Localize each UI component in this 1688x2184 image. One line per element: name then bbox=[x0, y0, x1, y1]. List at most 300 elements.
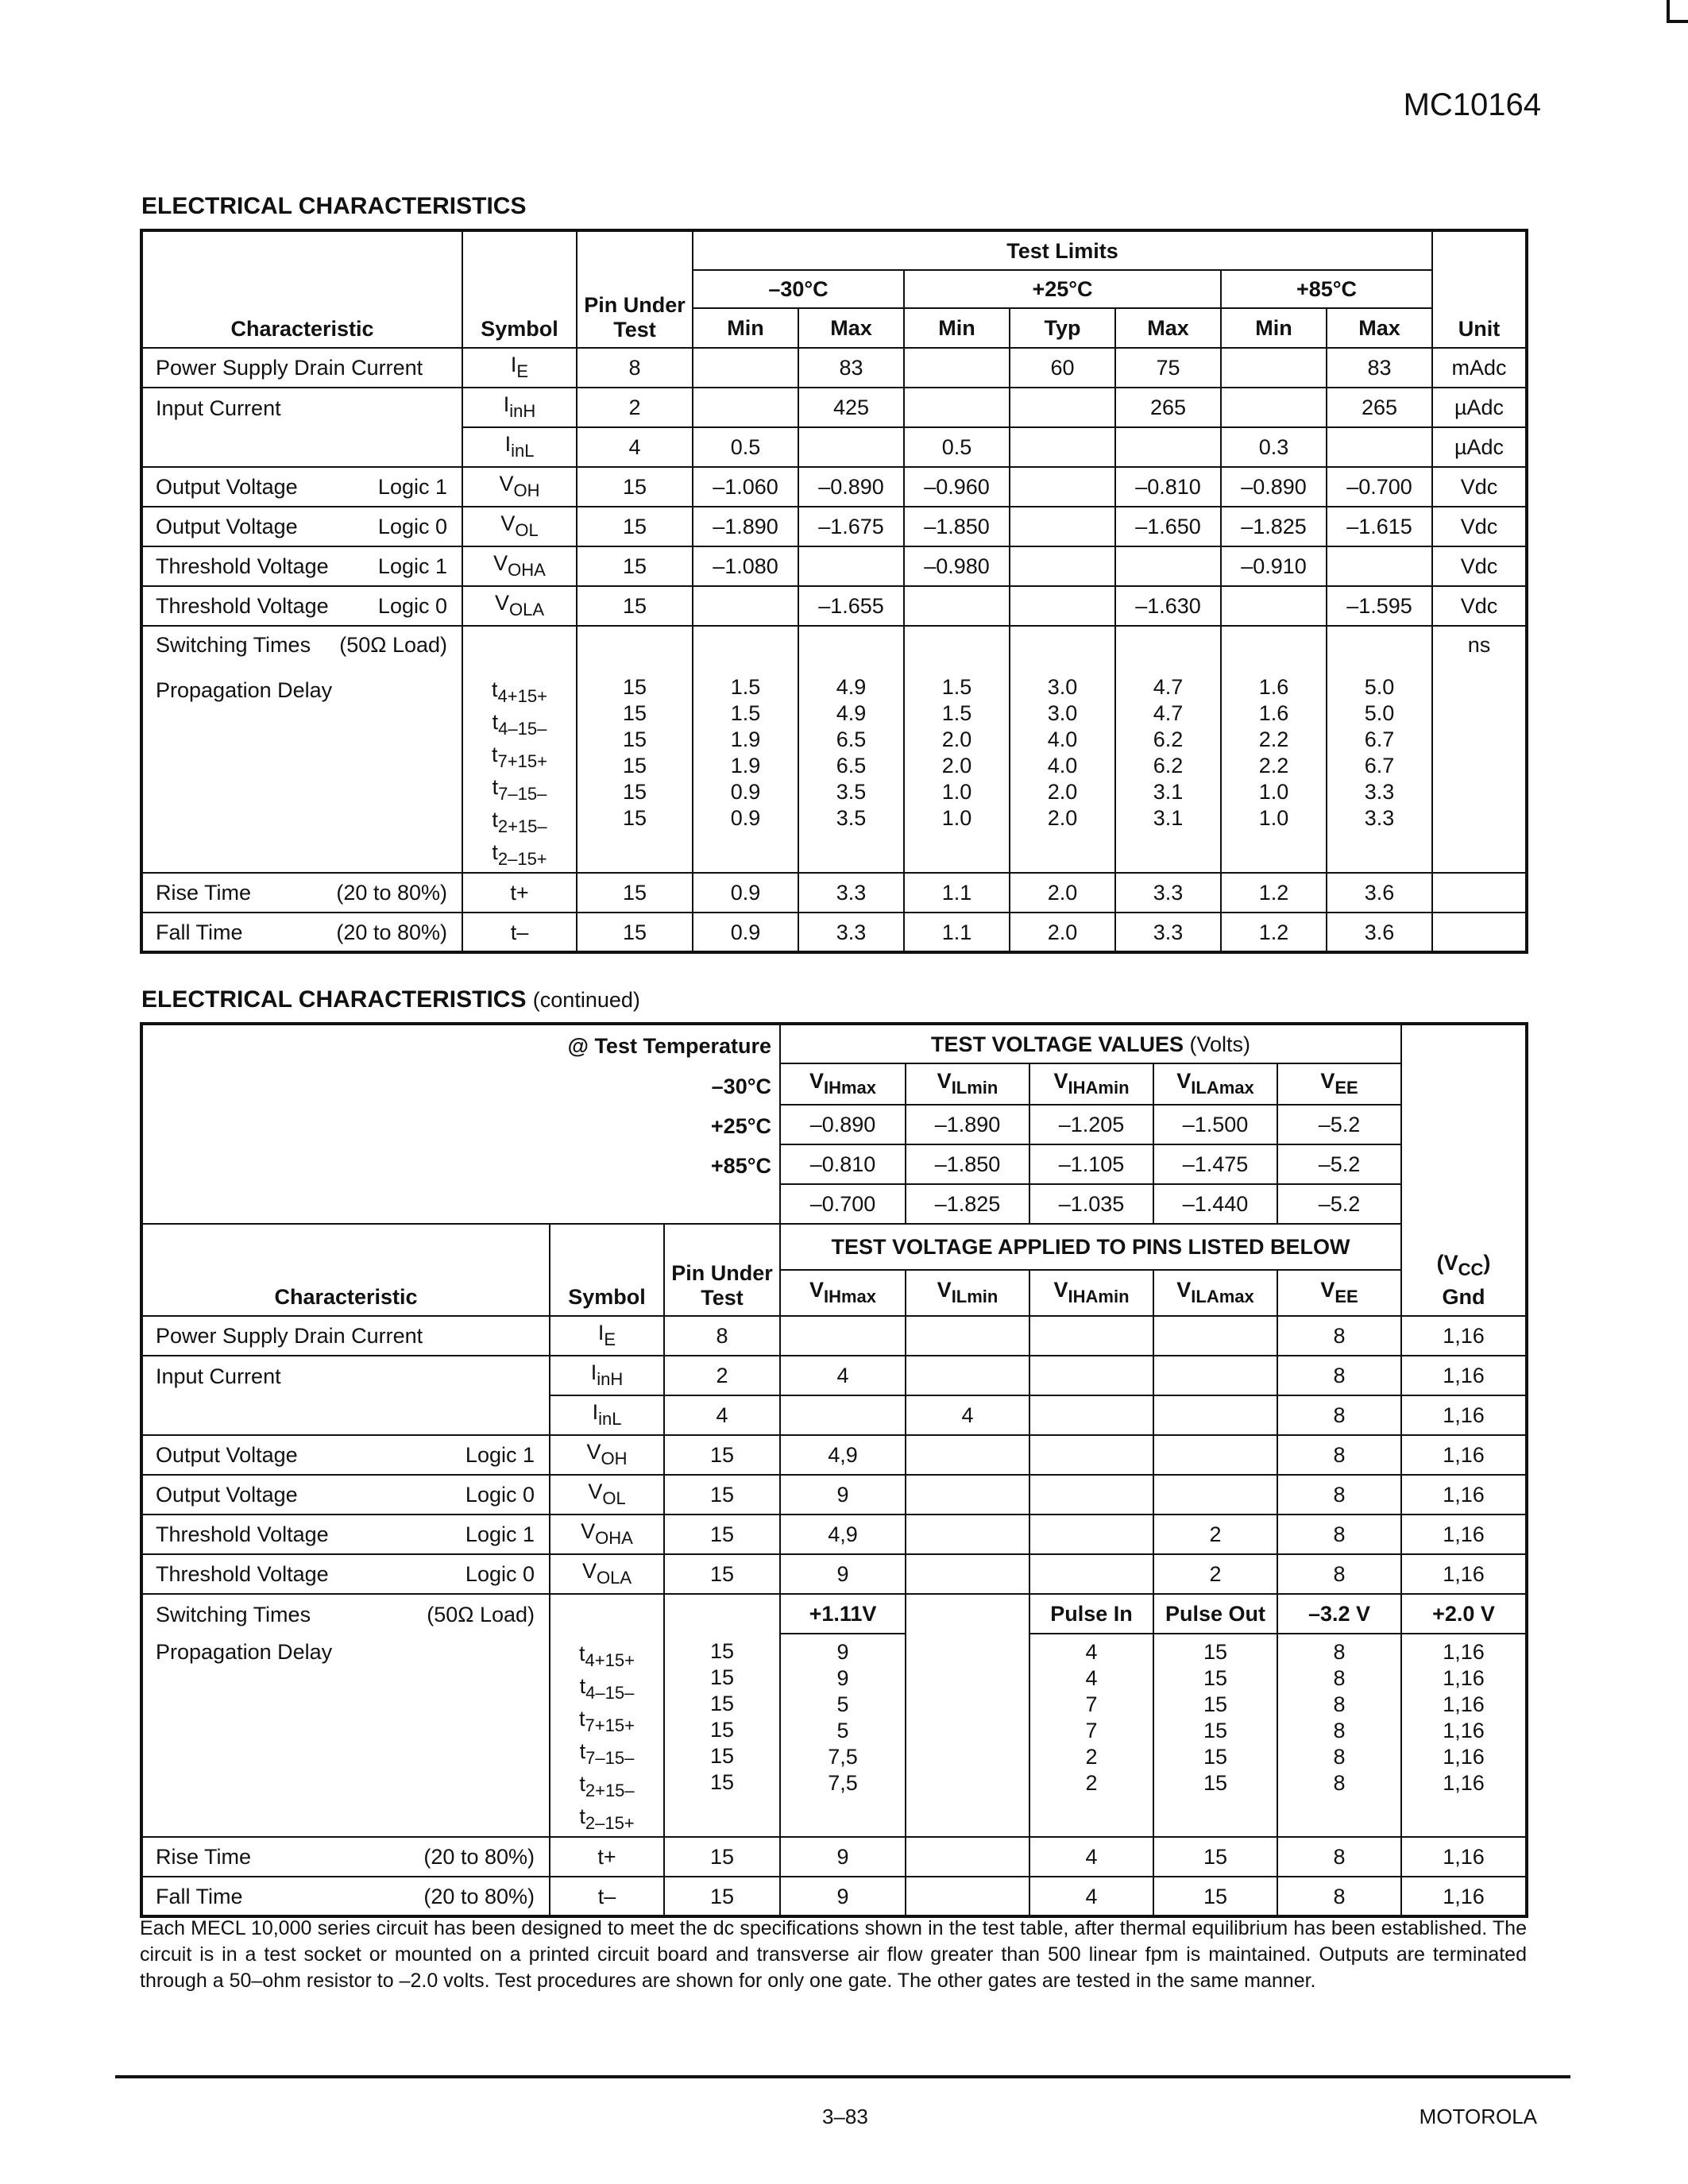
value: 2 bbox=[1085, 1771, 1098, 1795]
electrical-characteristics-table bbox=[140, 229, 1528, 954]
value-cell: –0.810 bbox=[1115, 467, 1221, 507]
pin-cell: 15 bbox=[664, 1515, 780, 1554]
switching-block bbox=[141, 626, 1527, 873]
symbol-cell: t+ bbox=[462, 873, 577, 913]
value: 8 bbox=[1333, 1640, 1346, 1664]
value-cell: –1.080 bbox=[693, 546, 798, 586]
col-test-limits: Test Limits bbox=[693, 230, 1432, 270]
value: 1.0 bbox=[941, 806, 972, 830]
symbol-text: $t_{7+15+}$ bbox=[579, 1707, 635, 1735]
characteristic-cell bbox=[141, 507, 462, 546]
value: 8 bbox=[1333, 1692, 1346, 1716]
pin-cell bbox=[664, 1594, 780, 1634]
gnd-cell: 1,16 bbox=[1401, 1316, 1527, 1356]
symbol-text: $V_{OL}$ bbox=[588, 1479, 626, 1508]
value: 3.0 bbox=[1047, 701, 1078, 725]
voltage-column-header bbox=[1029, 1063, 1153, 1105]
tvv-title: TEST VOLTAGE VALUES bbox=[930, 1032, 1184, 1056]
characteristic-cell bbox=[141, 586, 462, 626]
value-cell: 1.2 bbox=[1221, 913, 1327, 952]
characteristic-cell bbox=[141, 1554, 550, 1594]
propagation-values bbox=[1029, 1634, 1153, 1837]
table-row bbox=[141, 586, 1527, 626]
value-cell: –1.675 bbox=[798, 507, 904, 546]
value-cell: 0.9 bbox=[693, 873, 798, 913]
symbol-text: $I_{inH}$ bbox=[590, 1360, 624, 1389]
table-row bbox=[141, 1837, 1527, 1877]
propagation-values bbox=[798, 626, 904, 873]
value-cell: –1.850 bbox=[904, 507, 1010, 546]
value-cell bbox=[1327, 546, 1432, 586]
value-cell: 3.3 bbox=[798, 913, 904, 952]
unit-cell bbox=[1432, 873, 1527, 913]
pin-value: 15 bbox=[709, 1639, 735, 1663]
pin-value: 15 bbox=[709, 1665, 735, 1689]
characteristic-name: Output Voltage bbox=[156, 1483, 298, 1507]
value-cell: 0.9 bbox=[693, 913, 798, 952]
symbol-text: $t_{7+15+}$ bbox=[492, 743, 547, 771]
characteristic-cell bbox=[141, 913, 462, 952]
value-cell bbox=[906, 1356, 1029, 1395]
col-max: Max bbox=[798, 308, 904, 348]
value-cell bbox=[1029, 1515, 1153, 1554]
symbol-text: $V_{OLA}$ bbox=[581, 1558, 632, 1588]
propagation-values bbox=[904, 626, 1010, 873]
pin-value: 15 bbox=[709, 1692, 735, 1715]
value: 5.0 bbox=[1364, 675, 1395, 699]
voltage-value: –5.2 bbox=[1277, 1184, 1401, 1224]
pin-cell: 15 bbox=[577, 507, 693, 546]
characteristic-condition: (20 to 80%) bbox=[423, 1845, 535, 1869]
pin-cell: 15 bbox=[664, 1554, 780, 1594]
propagation-values bbox=[780, 1634, 906, 1837]
value: 6.5 bbox=[836, 754, 867, 778]
pin-cell: 15 bbox=[577, 873, 693, 913]
vcc-gnd-header bbox=[1401, 1024, 1527, 1316]
value-cell bbox=[1010, 388, 1115, 427]
pin-cell: 4 bbox=[577, 427, 693, 467]
value-cell bbox=[1029, 1356, 1153, 1395]
temperature-label-cell bbox=[141, 1024, 780, 1224]
footer-brand: MOTOROLA bbox=[1419, 2105, 1537, 2128]
characteristic-cell bbox=[141, 1515, 550, 1554]
symbol-cell: t– bbox=[462, 913, 577, 952]
pin-cell: 4 bbox=[664, 1395, 780, 1435]
switching-row bbox=[141, 1594, 1527, 1634]
section2-title-text: ELECTRICAL CHARACTERISTICS bbox=[141, 986, 527, 1013]
gnd-value: 1,16 bbox=[1443, 1745, 1485, 1769]
symbol-text: $I_{inL}$ bbox=[504, 431, 535, 461]
value-cell: 4,9 bbox=[780, 1435, 906, 1475]
table-row bbox=[141, 1356, 1527, 1395]
corner-mark bbox=[1667, 0, 1670, 22]
value: 2.0 bbox=[941, 754, 972, 778]
symbol-cell bbox=[550, 1356, 664, 1395]
value-cell bbox=[1029, 1316, 1153, 1356]
switching-name: Switching Times bbox=[156, 1602, 311, 1626]
value-cell bbox=[780, 1316, 906, 1356]
value-cell bbox=[1221, 348, 1327, 388]
pin-value: 15 bbox=[622, 780, 647, 804]
propagation-name: Propagation Delay bbox=[156, 678, 333, 702]
value: 4.9 bbox=[836, 675, 867, 699]
value: 1.9 bbox=[730, 754, 761, 778]
value: 8 bbox=[1333, 1771, 1346, 1795]
gnd-cell: 1,16 bbox=[1401, 1356, 1527, 1395]
gnd-cell: 1,16 bbox=[1401, 1395, 1527, 1435]
value-cell bbox=[1010, 507, 1115, 546]
value-cell: 83 bbox=[1327, 348, 1432, 388]
value-cell: 0.3 bbox=[1221, 427, 1327, 467]
gnd-value: 1,16 bbox=[1443, 1640, 1485, 1664]
characteristic-condition: Logic 0 bbox=[377, 515, 447, 538]
value: 2.2 bbox=[1258, 727, 1289, 751]
value: 3.5 bbox=[836, 780, 867, 804]
symbol-text: $V_{OHA}$ bbox=[581, 1518, 633, 1548]
characteristic-condition: Logic 1 bbox=[377, 554, 447, 578]
value-cell bbox=[693, 388, 798, 427]
value-cell: 1.1 bbox=[904, 913, 1010, 952]
voltage-column-header bbox=[1029, 1270, 1153, 1316]
table-row bbox=[141, 1435, 1527, 1475]
characteristic-cell bbox=[141, 1435, 550, 1475]
symbol-text: $V_{EE}$ bbox=[1320, 1277, 1358, 1306]
symbol-text: $V_{OLA}$ bbox=[494, 590, 545, 619]
voltage-column-header bbox=[780, 1270, 906, 1316]
value: 1.5 bbox=[941, 701, 972, 725]
pin-cell: 15 bbox=[664, 1837, 780, 1877]
characteristic-name: Threshold Voltage bbox=[156, 1522, 329, 1546]
value-cell bbox=[1010, 586, 1115, 626]
value: 5.0 bbox=[1364, 701, 1395, 725]
value-cell bbox=[906, 1837, 1029, 1877]
symbol-cell bbox=[462, 467, 577, 507]
switching-characteristic bbox=[141, 626, 462, 873]
characteristic-name: Rise Time bbox=[156, 1845, 252, 1869]
applied-title: TEST VOLTAGE APPLIED TO PINS LISTED BELOW bbox=[780, 1224, 1401, 1270]
value: 4 bbox=[1085, 1666, 1098, 1690]
test-voltage-values-title bbox=[780, 1024, 1401, 1063]
value-cell bbox=[798, 546, 904, 586]
propagation-values bbox=[1221, 626, 1327, 873]
value-cell bbox=[1221, 586, 1327, 626]
at-test-temperature: @ Test Temperature bbox=[567, 1034, 772, 1058]
value-cell bbox=[780, 1395, 906, 1435]
symbol-text: $I_{inL}$ bbox=[592, 1399, 622, 1429]
value: 4.7 bbox=[1153, 701, 1184, 725]
value-cell: 2.0 bbox=[1010, 913, 1115, 952]
temp-minus30: –30°C bbox=[693, 270, 904, 308]
temp-plus85: +85°C bbox=[1221, 270, 1432, 308]
pin-value: 15 bbox=[709, 1718, 735, 1742]
pin-cell: 15 bbox=[664, 1877, 780, 1916]
voltage-value: –0.810 bbox=[780, 1144, 906, 1184]
col-pin: Pin Under Test bbox=[577, 230, 693, 348]
characteristic-condition: Logic 1 bbox=[465, 1443, 535, 1467]
col-max: Max bbox=[1327, 308, 1432, 348]
symbol-text: $V_{ILAmax}$ bbox=[1176, 1277, 1254, 1306]
switching-value: Pulse In bbox=[1029, 1594, 1153, 1634]
symbol-text: $V_{IHAmin}$ bbox=[1053, 1277, 1130, 1306]
characteristic-cell bbox=[141, 1837, 550, 1877]
symbol-text: $t_{4+15+}$ bbox=[492, 677, 547, 706]
value-cell: –1.615 bbox=[1327, 507, 1432, 546]
value-cell: 4 bbox=[906, 1395, 1029, 1435]
value: 7 bbox=[1085, 1692, 1098, 1716]
propagation-block bbox=[141, 1634, 1527, 1837]
symbol-text: $I_{inH}$ bbox=[503, 392, 536, 421]
symbol-text: $I_E$ bbox=[510, 352, 529, 381]
value: 15 bbox=[1203, 1719, 1228, 1742]
value-cell: –0.960 bbox=[904, 467, 1010, 507]
voltage-column-header bbox=[1277, 1270, 1401, 1316]
pin-cell: 15 bbox=[577, 586, 693, 626]
pin-value: 15 bbox=[709, 1770, 735, 1794]
value-cell: –0.910 bbox=[1221, 546, 1327, 586]
value: 2.0 bbox=[1047, 780, 1078, 804]
symbol-cell bbox=[550, 1515, 664, 1554]
pin-cell: 15 bbox=[664, 1475, 780, 1515]
symbol-text: $V_{EE}$ bbox=[1320, 1068, 1358, 1098]
symbol-text: $V_{IHmax}$ bbox=[809, 1068, 877, 1098]
value-cell bbox=[1029, 1395, 1153, 1435]
value-cell: –1.595 bbox=[1327, 586, 1432, 626]
symbol-cell: t– bbox=[550, 1877, 664, 1916]
characteristic-condition: Logic 1 bbox=[377, 475, 447, 499]
value-cell: 425 bbox=[798, 388, 904, 427]
symbol-text: $V_{ILmin}$ bbox=[937, 1277, 999, 1306]
value-cell bbox=[1327, 427, 1432, 467]
symbol-text: $t_{2+15-}$ bbox=[579, 1772, 635, 1800]
symbol-cell: t+ bbox=[550, 1837, 664, 1877]
characteristic-cell bbox=[141, 1316, 550, 1356]
voltage-column-header bbox=[1277, 1063, 1401, 1105]
characteristic-condition: Logic 0 bbox=[377, 594, 447, 618]
symbol-cell bbox=[462, 507, 577, 546]
characteristic-condition: (20 to 80%) bbox=[336, 881, 447, 905]
value-cell: 3.6 bbox=[1327, 913, 1432, 952]
switching-value: –3.2 V bbox=[1277, 1594, 1401, 1634]
voltage-value: –0.890 bbox=[780, 1105, 906, 1144]
characteristic-cell bbox=[141, 873, 462, 913]
value: 4.0 bbox=[1047, 754, 1078, 778]
section1-title: ELECTRICAL CHARACTERISTICS bbox=[141, 193, 527, 219]
propagation-pins bbox=[664, 1634, 780, 1837]
characteristic-cell bbox=[141, 1877, 550, 1916]
unit-cell: µAdc bbox=[1432, 388, 1527, 427]
test-voltage-table bbox=[140, 1022, 1528, 1918]
value: 6.5 bbox=[836, 727, 867, 751]
temp-plus25: +25°C bbox=[904, 270, 1221, 308]
characteristic-name: Power Supply Drain Current bbox=[156, 1324, 423, 1348]
value-cell: 9 bbox=[780, 1475, 906, 1515]
voltage-value: –1.850 bbox=[906, 1144, 1029, 1184]
propagation-symbols bbox=[550, 1634, 664, 1837]
value-cell: 3.3 bbox=[1115, 913, 1221, 952]
value: 2 bbox=[1085, 1745, 1098, 1769]
switching-characteristic bbox=[141, 1594, 550, 1634]
gnd-cell: 1,16 bbox=[1401, 1435, 1527, 1475]
value: 7,5 bbox=[828, 1745, 858, 1769]
unit-cell: Vdc bbox=[1432, 586, 1527, 626]
value-cell bbox=[1115, 546, 1221, 586]
table-row bbox=[141, 873, 1527, 913]
pin-cell: 15 bbox=[577, 546, 693, 586]
value: 2.2 bbox=[1258, 754, 1289, 778]
value-cell: –1.060 bbox=[693, 467, 798, 507]
characteristic-cell bbox=[141, 1475, 550, 1515]
value-cell bbox=[693, 348, 798, 388]
value-cell bbox=[1029, 1475, 1153, 1515]
characteristic-cell bbox=[141, 388, 462, 427]
propagation-values bbox=[1115, 626, 1221, 873]
footer-rule bbox=[115, 2075, 1570, 2078]
value: 15 bbox=[1203, 1666, 1228, 1690]
voltage-value: –1.890 bbox=[906, 1105, 1029, 1144]
switching-condition: (50Ω Load) bbox=[427, 1602, 535, 1626]
propagation-name: Propagation Delay bbox=[156, 1640, 333, 1664]
value: 3.0 bbox=[1047, 675, 1078, 699]
voltage-value: –1.035 bbox=[1029, 1184, 1153, 1224]
symbol-cell bbox=[462, 388, 577, 427]
gnd-value: 1,16 bbox=[1443, 1719, 1485, 1742]
gnd-cell: 1,16 bbox=[1401, 1837, 1527, 1877]
pin-value: 15 bbox=[622, 727, 647, 751]
value: 1.0 bbox=[1258, 806, 1289, 830]
characteristic-condition: Logic 0 bbox=[465, 1562, 535, 1586]
symbol-cell bbox=[550, 1395, 664, 1435]
value-cell bbox=[906, 1435, 1029, 1475]
voltage-column-header bbox=[1153, 1063, 1277, 1105]
voltage-value: –5.2 bbox=[1277, 1144, 1401, 1184]
value: 7 bbox=[1085, 1719, 1098, 1742]
value-cell: 0.5 bbox=[904, 427, 1010, 467]
value-cell: 8 bbox=[1277, 1316, 1401, 1356]
value-cell: –0.700 bbox=[1327, 467, 1432, 507]
value: 1.5 bbox=[730, 675, 761, 699]
value-cell: –1.630 bbox=[1115, 586, 1221, 626]
value: 3.1 bbox=[1153, 780, 1184, 804]
symbol-text: $V_{IHAmin}$ bbox=[1053, 1068, 1130, 1098]
value: 3.1 bbox=[1153, 806, 1184, 830]
gnd-cell: 1,16 bbox=[1401, 1515, 1527, 1554]
value-cell bbox=[904, 586, 1010, 626]
value: 4.9 bbox=[836, 701, 867, 725]
vcc-label: $(V_{CC})$ bbox=[1436, 1251, 1491, 1279]
value-cell: –1.655 bbox=[798, 586, 904, 626]
value: 0.9 bbox=[730, 780, 761, 804]
value-cell: 9 bbox=[780, 1554, 906, 1594]
value-cell: 2 bbox=[1153, 1515, 1277, 1554]
voltage-column-header bbox=[1153, 1270, 1277, 1316]
value: 9 bbox=[836, 1640, 849, 1664]
value-cell bbox=[1153, 1356, 1277, 1395]
characteristic-name: Threshold Voltage bbox=[156, 1562, 329, 1586]
characteristic-cell bbox=[141, 427, 462, 467]
value: 8 bbox=[1333, 1719, 1346, 1742]
part-number: MC10164 bbox=[1403, 87, 1541, 122]
symbol-text: $V_{ILmin}$ bbox=[937, 1068, 999, 1098]
value: 7,5 bbox=[828, 1771, 858, 1795]
propagation-characteristic bbox=[141, 1634, 550, 1837]
symbol-text: $V_{IHmax}$ bbox=[809, 1277, 877, 1306]
characteristic-name: Threshold Voltage bbox=[156, 554, 329, 578]
symbol-text: $V_{ILAmax}$ bbox=[1176, 1068, 1254, 1098]
voltage-value: –1.500 bbox=[1153, 1105, 1277, 1144]
pin-value: 15 bbox=[709, 1744, 735, 1768]
pin-cell: 8 bbox=[664, 1316, 780, 1356]
table-row bbox=[141, 546, 1527, 586]
switching-name: Switching Times bbox=[156, 633, 311, 657]
switching-value bbox=[906, 1594, 1029, 1634]
value-cell bbox=[1153, 1475, 1277, 1515]
characteristic-name: Threshold Voltage bbox=[156, 594, 329, 618]
value: 3.3 bbox=[1364, 806, 1395, 830]
col-min: Min bbox=[904, 308, 1010, 348]
symbol-text: $t_{2-15+}$ bbox=[579, 1804, 635, 1833]
voltage-value: –1.475 bbox=[1153, 1144, 1277, 1184]
voltage-column-header bbox=[780, 1063, 906, 1105]
value-cell bbox=[1029, 1554, 1153, 1594]
value: 15 bbox=[1203, 1640, 1228, 1664]
table-row bbox=[141, 1877, 1527, 1916]
value: 15 bbox=[1203, 1745, 1228, 1769]
value-cell bbox=[1010, 467, 1115, 507]
gnd-cell: 1,16 bbox=[1401, 1877, 1527, 1916]
value: 8 bbox=[1333, 1745, 1346, 1769]
propagation-pins bbox=[577, 626, 693, 873]
value: 1.6 bbox=[1258, 701, 1289, 725]
switching-condition: (50Ω Load) bbox=[339, 633, 447, 657]
value-cell bbox=[1153, 1316, 1277, 1356]
pin-value: 15 bbox=[622, 701, 647, 725]
characteristic-cell bbox=[141, 348, 462, 388]
symbol-cell bbox=[550, 1554, 664, 1594]
value-cell: –0.890 bbox=[798, 467, 904, 507]
symbol-cell bbox=[550, 1435, 664, 1475]
voltage-value: –0.700 bbox=[780, 1184, 906, 1224]
section2-title-cont: (continued) bbox=[532, 988, 640, 1012]
value: 6.7 bbox=[1364, 754, 1395, 778]
characteristic-name: Rise Time bbox=[156, 881, 252, 905]
table-row bbox=[141, 507, 1527, 546]
table-row bbox=[141, 427, 1527, 467]
table-row bbox=[141, 348, 1527, 388]
propagation-values bbox=[1327, 626, 1432, 873]
value: 1.6 bbox=[1258, 675, 1289, 699]
value-cell bbox=[1221, 388, 1327, 427]
symbol-text: $V_{OHA}$ bbox=[493, 550, 546, 580]
temperature-label: +25°C bbox=[710, 1114, 772, 1138]
propagation-values bbox=[906, 1634, 1029, 1837]
col-characteristic: Characteristic bbox=[141, 230, 462, 348]
switching-value: +1.11V bbox=[780, 1594, 906, 1634]
value: 3.3 bbox=[1364, 780, 1395, 804]
value-cell bbox=[906, 1316, 1029, 1356]
value-cell: –1.650 bbox=[1115, 507, 1221, 546]
unit-cell: mAdc bbox=[1432, 348, 1527, 388]
col-max: Max bbox=[1115, 308, 1221, 348]
symbol-text: $t_{2-15+}$ bbox=[492, 840, 547, 869]
value: 8 bbox=[1333, 1666, 1346, 1690]
symbol-cell bbox=[462, 586, 577, 626]
value: 6.2 bbox=[1153, 727, 1184, 751]
value-cell: 60 bbox=[1010, 348, 1115, 388]
pin-value: 15 bbox=[622, 806, 647, 830]
pin-cell: 8 bbox=[577, 348, 693, 388]
value-cell: 0.5 bbox=[693, 427, 798, 467]
symbol-text: $t_{4+15+}$ bbox=[579, 1642, 635, 1670]
